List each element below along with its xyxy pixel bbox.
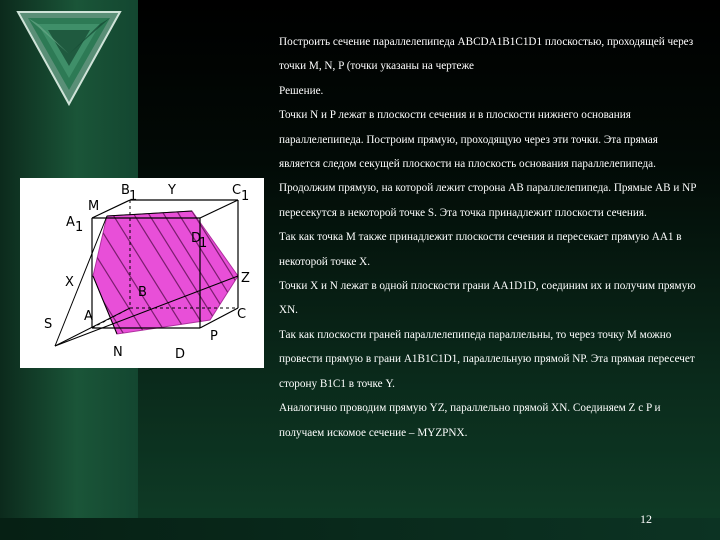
- label-a1: A: [66, 215, 75, 230]
- label-a: A: [84, 309, 93, 324]
- label-x: X: [65, 275, 74, 290]
- label-b: B: [138, 285, 147, 300]
- label-n: N: [113, 345, 123, 360]
- slide-text: [279, 30, 699, 445]
- label-c: C: [237, 307, 247, 322]
- label-b1: B: [121, 183, 130, 198]
- step-paragraph-4: Точки X и N лежат в одной плоскости грани AA1D1D, соединим их и получим прямую XN.: [279, 280, 696, 317]
- label-a1-sub: 1: [75, 220, 84, 235]
- emblem-triangle-icon: [14, 8, 124, 108]
- label-c1-sub: 1: [241, 189, 250, 204]
- label-c1: C: [232, 183, 242, 198]
- label-d1-sub: 1: [199, 236, 208, 251]
- label-z: Z: [241, 271, 250, 286]
- label-b1-sub: 1: [129, 189, 138, 204]
- step-paragraph-5: Так как плоскости граней параллелепипеда параллельны, то через точку M можно провести прямую в грани A1B1C1D1, параллельную прямой NP. Эта прямая пересечет сторону B1C1 в точке Y.: [279, 328, 695, 390]
- parallelepiped-figure: [20, 178, 264, 368]
- label-p: P: [210, 329, 218, 344]
- step-paragraph-6: Аналогично проводим прямую YZ, параллельно прямой XN. Соединяем Z с P и получаем искомое сечение – MYZPNX.: [279, 402, 661, 439]
- label-s: S: [44, 317, 53, 332]
- task-paragraph: Построить сечение параллелепипеда ABCDA1B1C1D1 плоскостью, проходящей через точки M, N, P (точки указаны на чертеже: [279, 36, 694, 73]
- step-paragraph-3: Так как точка M также принадлежит плоскости сечения и пересекает прямую AA1 в некоторой точке X.: [279, 231, 682, 268]
- label-d1: D: [191, 231, 202, 246]
- label-y: Y: [168, 183, 176, 198]
- solution-heading: Решение.: [279, 84, 324, 97]
- label-d: D: [175, 347, 186, 362]
- label-m: M: [88, 199, 100, 214]
- bottom-strip: [0, 518, 720, 540]
- step-paragraph-2: Продолжим прямую, на которой лежит сторона AB параллелепипеда. Прямые AB и NP пересекутся в некоторой точке S. Эта точка принадлежит плоскости сечения.: [279, 182, 697, 219]
- step-paragraph-1: Точки N и P лежат в плоскости сечения и в плоскости нижнего основания параллелепипеда. Построим прямую, проходящую через эти точки. Эта прямая является следом секущей плоскости на плоскость основания параллелепипеда.: [279, 109, 658, 171]
- page-number: 12: [640, 512, 652, 526]
